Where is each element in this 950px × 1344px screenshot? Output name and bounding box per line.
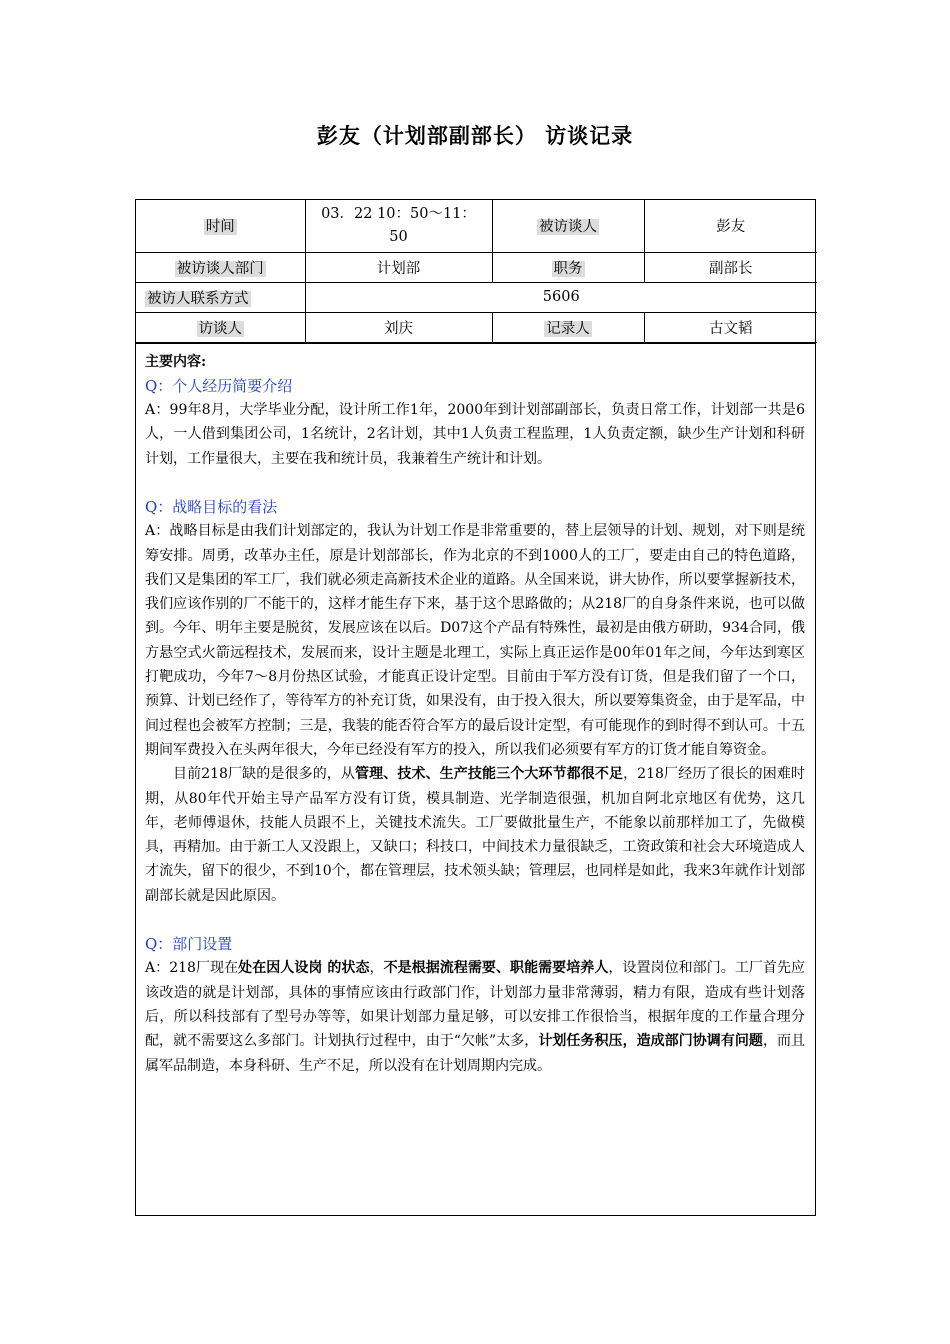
- answer-3: A：218厂现在处在因人设岗 的状态，不是根据流程需要、职能需要培养人，设置岗位和部门。工厂首先应该改造的就是计划部，具体的事情应该由行政部门作，计划部力量非常薄弱，精力有限，造成有些计划落后，所以科技部有了型号办等等，如果计划部力量足够，可以安排工作很恰当，根据年度的工作量合理分配，就不需要这么多部门。计划执行过程中，由于“欠帐”太多，计划任务积压，造成部门协调有问题，而且属军品制造，本身科研、生产不足，所以没有在计划周期内完成。: [145, 960, 806, 1074]
- dept-label-cell: [136, 252, 305, 282]
- contact-label: 被访人联系方式: [147, 290, 249, 307]
- info-row: [136, 282, 817, 312]
- content-heading: 主要内容:: [145, 353, 207, 370]
- question-3: Q：部门设置: [145, 935, 233, 954]
- interviewer-label-cell: [136, 312, 305, 342]
- interviewee-value: 彭友: [644, 200, 817, 252]
- emphasis-text: 管理、技术、生产技能三个大环节都很不足: [355, 766, 624, 783]
- info-row: [136, 252, 817, 282]
- emphasis-text: 处在因人设岗 的状态: [238, 960, 370, 977]
- interviewee-label: 被访谈人: [539, 219, 597, 236]
- contact-value: 5606: [305, 282, 817, 312]
- interviewer-value: 刘庆: [305, 312, 492, 342]
- info-row: [136, 200, 817, 252]
- time-value-line2: 50: [389, 228, 408, 245]
- position-label-cell: [492, 252, 644, 282]
- recorder-label: 记录人: [546, 320, 590, 337]
- answer-2-paragraph-2: 目前218厂缺的是很多的，从管理、技术、生产技能三个大环节都很不足，218厂经历了很长的困难时期，从80年代开始主导产品军方没有订货，模具制造、光学制造很强，机加自阿北京地区有优势，这几年，老师傅退休，技能人员跟不上，关键技术流失。工厂要做批量生产，不能象以前那样加工了，先做模具，再精加。由于新工人又没跟上，又缺口；科技口，中间技术力量很缺乏，工资政策和社会大环境造成人才流失，留下的很少，不到10个，都在管理层，技术领头缺；管理层，也同样是如此，我来3年就作计划部副部长就是因此原因。: [145, 766, 805, 904]
- position-value: 副部长: [644, 252, 817, 282]
- page-title: 彭友（计划部副部长） 访谈记录: [316, 123, 634, 148]
- answer-2: A：战略目标是由我们计划部定的，我认为计划工作是非常重要的，替上层领导的计划、规划，对下则是统筹安排。周勇，改革办主任，原是计划部部长，作为北京的不到1000人的工厂，要走由自己的特色道路，我们又是集团的军工厂，我们就必须走高新技术企业的道路。从全国来说，讲大协作，所以要掌握新技术，我们应该作别的厂不能干的，这样才能生存下来，基于这个思路做的；从218厂的自身条件来说，也可以做到。今年、明年主要是脱贫，发展应该在以后。D07这个产品有特殊性，最初是由俄方研助，934合同，俄方悬空式火箭远程技术，发展而来，设计主题是北理工，实际上真正运作是00年01年之间，今年达到寒区打靶成功，今年7～8月份热区试验，才能真正设计定型。目前由于军方没有订货，但是我们留了一个口，预算、计划已经作了，等待军方的补充订货，如果没有，由于投入很大，所以要筹集资金，由于是军品，中间过程也会被军方控制；三是，我装的能否符合军方的最后设计定型，有可能现作的到时得不到认可。十五期间军费投入在头两年很大，今年已经没有军方的投入，所以我们必须要有军方的订货才能自筹资金。: [145, 523, 805, 758]
- spacer: [145, 471, 805, 495]
- recorder-label-cell: [492, 312, 644, 342]
- time-value-line1: 03．22 10：50～11：: [321, 205, 476, 222]
- interviewer-label: 访谈人: [198, 320, 242, 337]
- time-label: 时间: [205, 219, 235, 236]
- position-label: 职务: [553, 260, 583, 277]
- question-2: Q：战略目标的看法: [145, 497, 278, 516]
- answer-1: A：99年8月，大学毕业分配，设计所工作1年，2000年到计划部副部长，负责日常工作，计划部一共是6人，一人借到集团公司，1名统计，2名计划，其中1人负责工程监理，1人负责定额，缺少生产计划和科研计划，工作量很大，主要在我和统计员，我兼着生产统计和计划。: [145, 402, 805, 467]
- main-content: [136, 343, 815, 1078]
- info-row: [136, 312, 817, 342]
- question-1: Q：个人经历简要介绍: [145, 376, 293, 395]
- time-value-cell: [305, 200, 492, 252]
- dept-label: 被访谈人部门: [176, 260, 264, 277]
- info-table: [136, 200, 817, 343]
- spacer: [145, 908, 805, 932]
- recorder-value: 古文韬: [644, 312, 817, 342]
- contact-label-cell: [136, 282, 305, 312]
- dept-value: 计划部: [305, 252, 492, 282]
- time-label-cell: [136, 200, 305, 252]
- emphasis-text: 计划任务积压，造成部门协调有问题: [538, 1033, 763, 1050]
- emphasis-text: 不是根据流程需要、职能需要培养人: [383, 960, 609, 977]
- interview-record: [135, 199, 816, 1216]
- interviewee-label-cell: [492, 200, 644, 252]
